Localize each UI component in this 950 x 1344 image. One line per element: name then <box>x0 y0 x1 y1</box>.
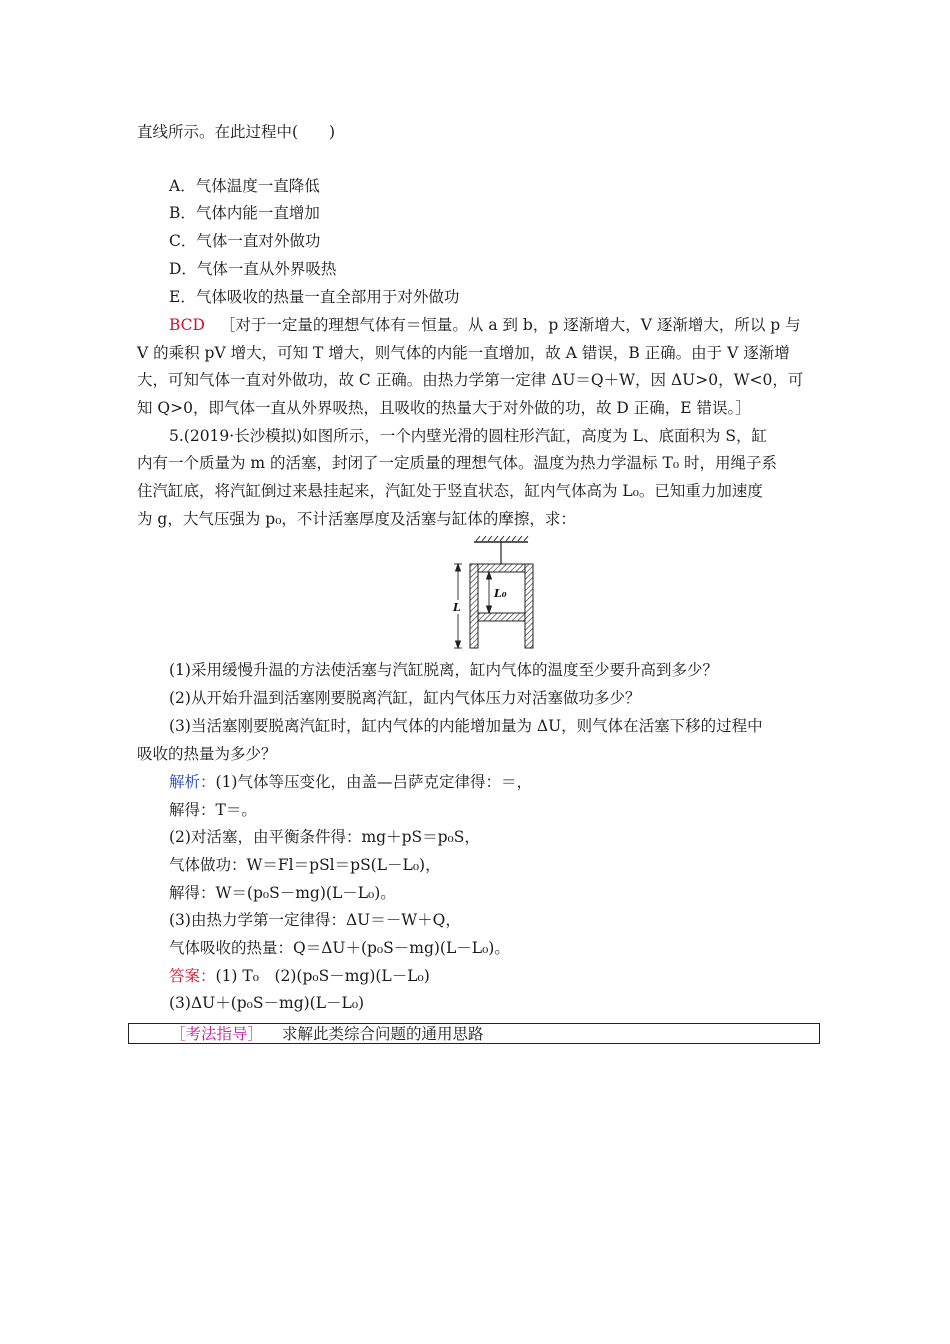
answer4-line-2: V 的乘积 pV 增大，可知 T 增大，则气体的内能一直增加，故 A 错误，B 正确。由于 V 逐渐增 <box>137 344 790 362</box>
problem5-line-1: 5.(2019·长沙模拟)如图所示，一个内壁光滑的圆柱形汽缸，高度为 L、底面积为 S，缸 <box>169 427 768 445</box>
solution-line-2: (2)对活塞，由平衡条件得：mg＋pS＝p₀S， <box>169 828 480 846</box>
ceiling-mount <box>474 536 528 542</box>
option-a: A．气体温度一直降低 <box>169 177 320 195</box>
question-1: (1)采用缓慢升温的方法使活塞与汽缸脱离，缸内气体的温度至少要升高到多少？ <box>169 661 718 679</box>
solution-line-6: 气体吸收的热量：Q＝ΔU＋(p₀S－mg)(L－L₀)。 <box>169 939 510 957</box>
solution-line-1: 解得：T＝。 <box>169 801 257 819</box>
method-tip-text: 求解此类综合问题的通用思路 <box>281 1025 484 1043</box>
solution-line-3: 气体做功：W＝Fl＝pSl＝pS(L－L₀)， <box>169 856 441 874</box>
problem5-line-4: 为 g，大气压强为 p₀，不计活塞厚度及活塞与缸体的摩擦，求： <box>137 510 576 528</box>
answer-first-line <box>169 966 430 986</box>
piston <box>478 613 525 621</box>
answer4-line-3: 大，可知气体一直对外做功，故 C 正确。由热力学第一定律 ΔU＝Q＋W，因 ΔU>0，W<0，可 <box>137 371 804 389</box>
dimension-L0 <box>487 572 492 613</box>
cylinder-walls <box>470 564 533 648</box>
solution-line-4: 解得：W＝(p₀S－mg)(L－L₀)。 <box>169 884 396 902</box>
method-tip-line <box>170 1024 483 1044</box>
answer-part-1: (1) T₀ (2)(p₀S－mg)(L－L₀) <box>215 967 430 985</box>
answer4-first-line <box>169 315 801 335</box>
intro-line: 直线所示。在此过程中( ) <box>137 123 336 141</box>
answer4-key: BCD <box>169 316 205 334</box>
solution-first-line <box>169 772 532 792</box>
option-e: E．气体吸收的热量一直全部用于对外做功 <box>169 288 460 306</box>
option-d: D．气体一直从外界吸热 <box>169 260 337 278</box>
problem5-line-3: 住汽缸底，将汽缸倒过来悬挂起来，汽缸处于竖直状态，缸内气体高为 L₀。已知重力加速度 <box>137 482 763 500</box>
label-L: L <box>453 601 461 614</box>
cylinder-figure <box>440 534 540 652</box>
question-2: (2)从开始升温到活塞刚要脱离汽缸，缸内气体压力对活塞做功多少？ <box>169 689 641 707</box>
problem5-line-2: 内有一个质量为 m 的活塞，封闭了一定质量的理想气体。温度为热力学温标 T₀ 时，用绳子系 <box>137 454 777 472</box>
question-3: (3)当活塞刚要脱离汽缸时，缸内气体的内能增加量为 ΔU，则气体在活塞下移的过程中 <box>169 717 763 735</box>
solution-line-5: (3)由热力学第一定律得：ΔU＝－W＋Q， <box>169 911 461 929</box>
answer4-line-1: ［对于一定量的理想气体有＝恒量。从 a 到 b，p 逐渐增大，V 逐渐增大，所以 p 与 <box>219 316 801 334</box>
label-L0: L₀ <box>494 587 507 600</box>
solution-step-1: (1)气体等压变化，由盖—吕萨克定律得：＝， <box>215 773 532 791</box>
option-c: C．气体一直对外做功 <box>169 232 321 250</box>
option-b: B．气体内能一直增加 <box>169 204 320 222</box>
answer4-line-4: 知 Q>0，即气体一直从外界吸热，且吸收的热量大于对外做的功，故 D 正确，E 错误。］ <box>137 399 751 417</box>
solution-label: 解析： <box>169 773 216 791</box>
answer-label: 答案： <box>169 967 216 985</box>
question-3-cont: 吸收的热量为多少？ <box>137 745 277 763</box>
method-tip-tag: ［考法指导］ <box>170 1025 264 1043</box>
answer-line-2: (3)ΔU＋(p₀S－mg)(L－L₀) <box>169 994 365 1012</box>
